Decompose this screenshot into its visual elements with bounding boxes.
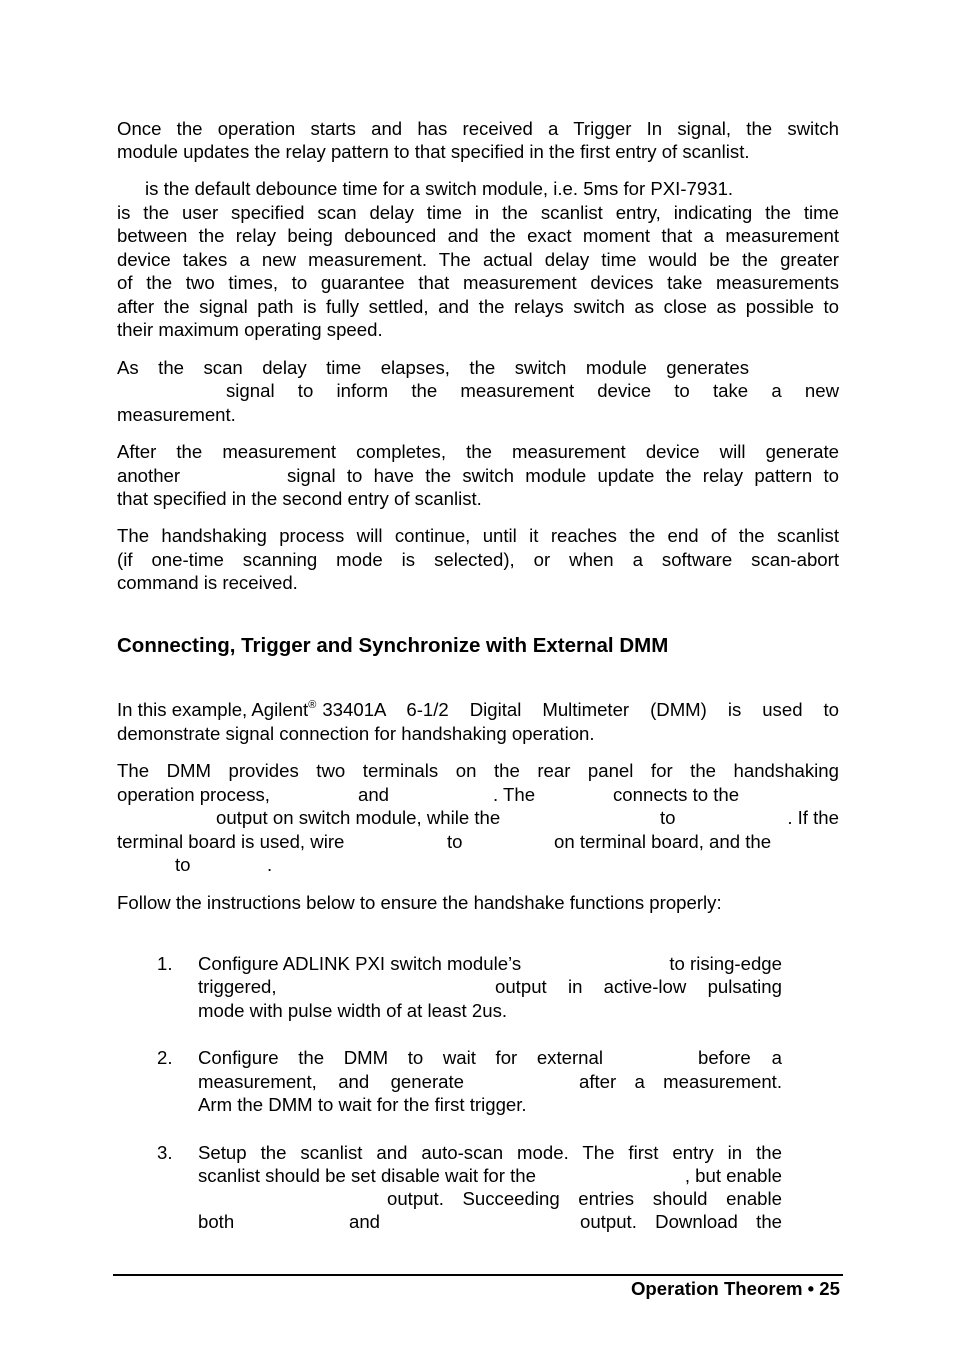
text-segment: scanlist should be set disable wait for the (198, 1165, 536, 1186)
text-segment: . If the (787, 807, 839, 828)
text-segment: and (349, 1211, 381, 1232)
text-segment: operation process, (117, 784, 270, 805)
text-segment: after a measurement. (579, 1071, 782, 1092)
paragraph-line: As the scan delay time elapses, the switch module generates (117, 357, 749, 378)
paragraph-line: demonstrate signal connection for handshaking operation. (117, 723, 595, 744)
paragraph-line: The handshaking process will continue, until it reaches the end of the scanlist (117, 525, 839, 546)
paragraph-line: (if one-time scanning mode is selected), or when a software scan-abort (117, 549, 839, 570)
paragraph-line: The DMM provides two terminals on the rear panel for the handshaking (117, 760, 839, 781)
paragraph-line: module updates the relay pattern to that specified in the first entry of scanlist. (117, 141, 750, 162)
paragraph-line: their maximum operating speed. (117, 319, 383, 340)
text-segment: to (660, 807, 676, 828)
text-segment: output. Download the (580, 1211, 782, 1232)
paragraph-line: command is received. (117, 572, 298, 593)
text-segment: In this example, Agilent (117, 699, 309, 720)
text-segment: to (447, 831, 463, 852)
paragraph-line: signal to inform the measurement device to take a new (226, 380, 839, 401)
paragraph-line: between the relay being debounced and the exact moment that a measurement (117, 225, 839, 246)
text-segment: output. Succeeding entries should enable (387, 1188, 782, 1209)
text-segment (117, 698, 316, 722)
paragraph-line (117, 698, 839, 722)
text-segment: , but enable (684, 1165, 782, 1186)
registered-mark: ® (308, 699, 317, 711)
paragraph-line: After the measurement completes, the measurement device will generate (117, 441, 839, 462)
list-item-line: Setup the scanlist and auto-scan mode. The first entry in the (198, 1142, 782, 1163)
text-segment: to rising-edge (669, 953, 782, 974)
text-segment: . (267, 854, 273, 875)
text-segment: output in active-low pulsating (495, 976, 782, 997)
paragraph-line: another (117, 465, 181, 486)
list-item-line: mode with pulse width of at least 2us. (198, 1000, 508, 1021)
text-segment: and (358, 784, 390, 805)
paragraph-line: that specified in the second entry of scanlist. (117, 488, 482, 509)
list-item-line: Arm the DMM to wait for the first trigger. (198, 1094, 527, 1115)
paragraph-line: is the default debounce time for a switch module, i.e. 5ms for PXI-7931. (145, 178, 734, 199)
paragraph-line: Follow the instructions below to ensure the handshake functions properly: (117, 892, 722, 913)
text-segment: 33401A 6-1/2 Digital Multimeter (DMM) is used to (322, 699, 839, 720)
paragraph-line: of the two times, to guarantee that measurement devices take measurements (117, 272, 839, 293)
paragraph-line: after the signal path is fully settled, and the relays switch as close as possible to (117, 296, 839, 317)
list-number: 1. (157, 953, 173, 974)
text-segment: to (175, 854, 191, 875)
list-number: 3. (157, 1142, 173, 1163)
text-segment: output on switch module, while the (216, 807, 501, 828)
text-segment: . The (493, 784, 536, 805)
text-segment: on terminal board, and the (554, 831, 772, 852)
text-segment: both (198, 1211, 235, 1232)
paragraph-line: Once the operation starts and has received a Trigger In signal, the switch (117, 118, 839, 139)
paragraph-line: measurement. (117, 404, 236, 425)
paragraph-line: device takes a new measurement. The actual delay time would be the greater (117, 249, 839, 270)
text-segment: connects to the (613, 784, 740, 805)
section-heading: Connecting, Trigger and Synchronize with External DMM (117, 634, 669, 657)
text-segment: measurement, and generate (198, 1071, 464, 1092)
text-segment: before a (698, 1047, 782, 1068)
footer-rule (113, 1274, 843, 1276)
text-segment: Configure ADLINK PXI switch module’s (198, 953, 522, 974)
text-segment: Configure the DMM to wait for external (198, 1047, 603, 1068)
paragraph-line: is the user specified scan delay time in the scanlist entry, indicating the time (117, 202, 839, 223)
list-number: 2. (157, 1047, 173, 1068)
paragraph-line: signal to have the switch module update the relay pattern to (287, 465, 839, 486)
page-footer: Operation Theorem • 25 (630, 1278, 840, 1299)
text-segment: terminal board is used, wire (117, 831, 345, 852)
text-segment: triggered, (198, 976, 277, 997)
